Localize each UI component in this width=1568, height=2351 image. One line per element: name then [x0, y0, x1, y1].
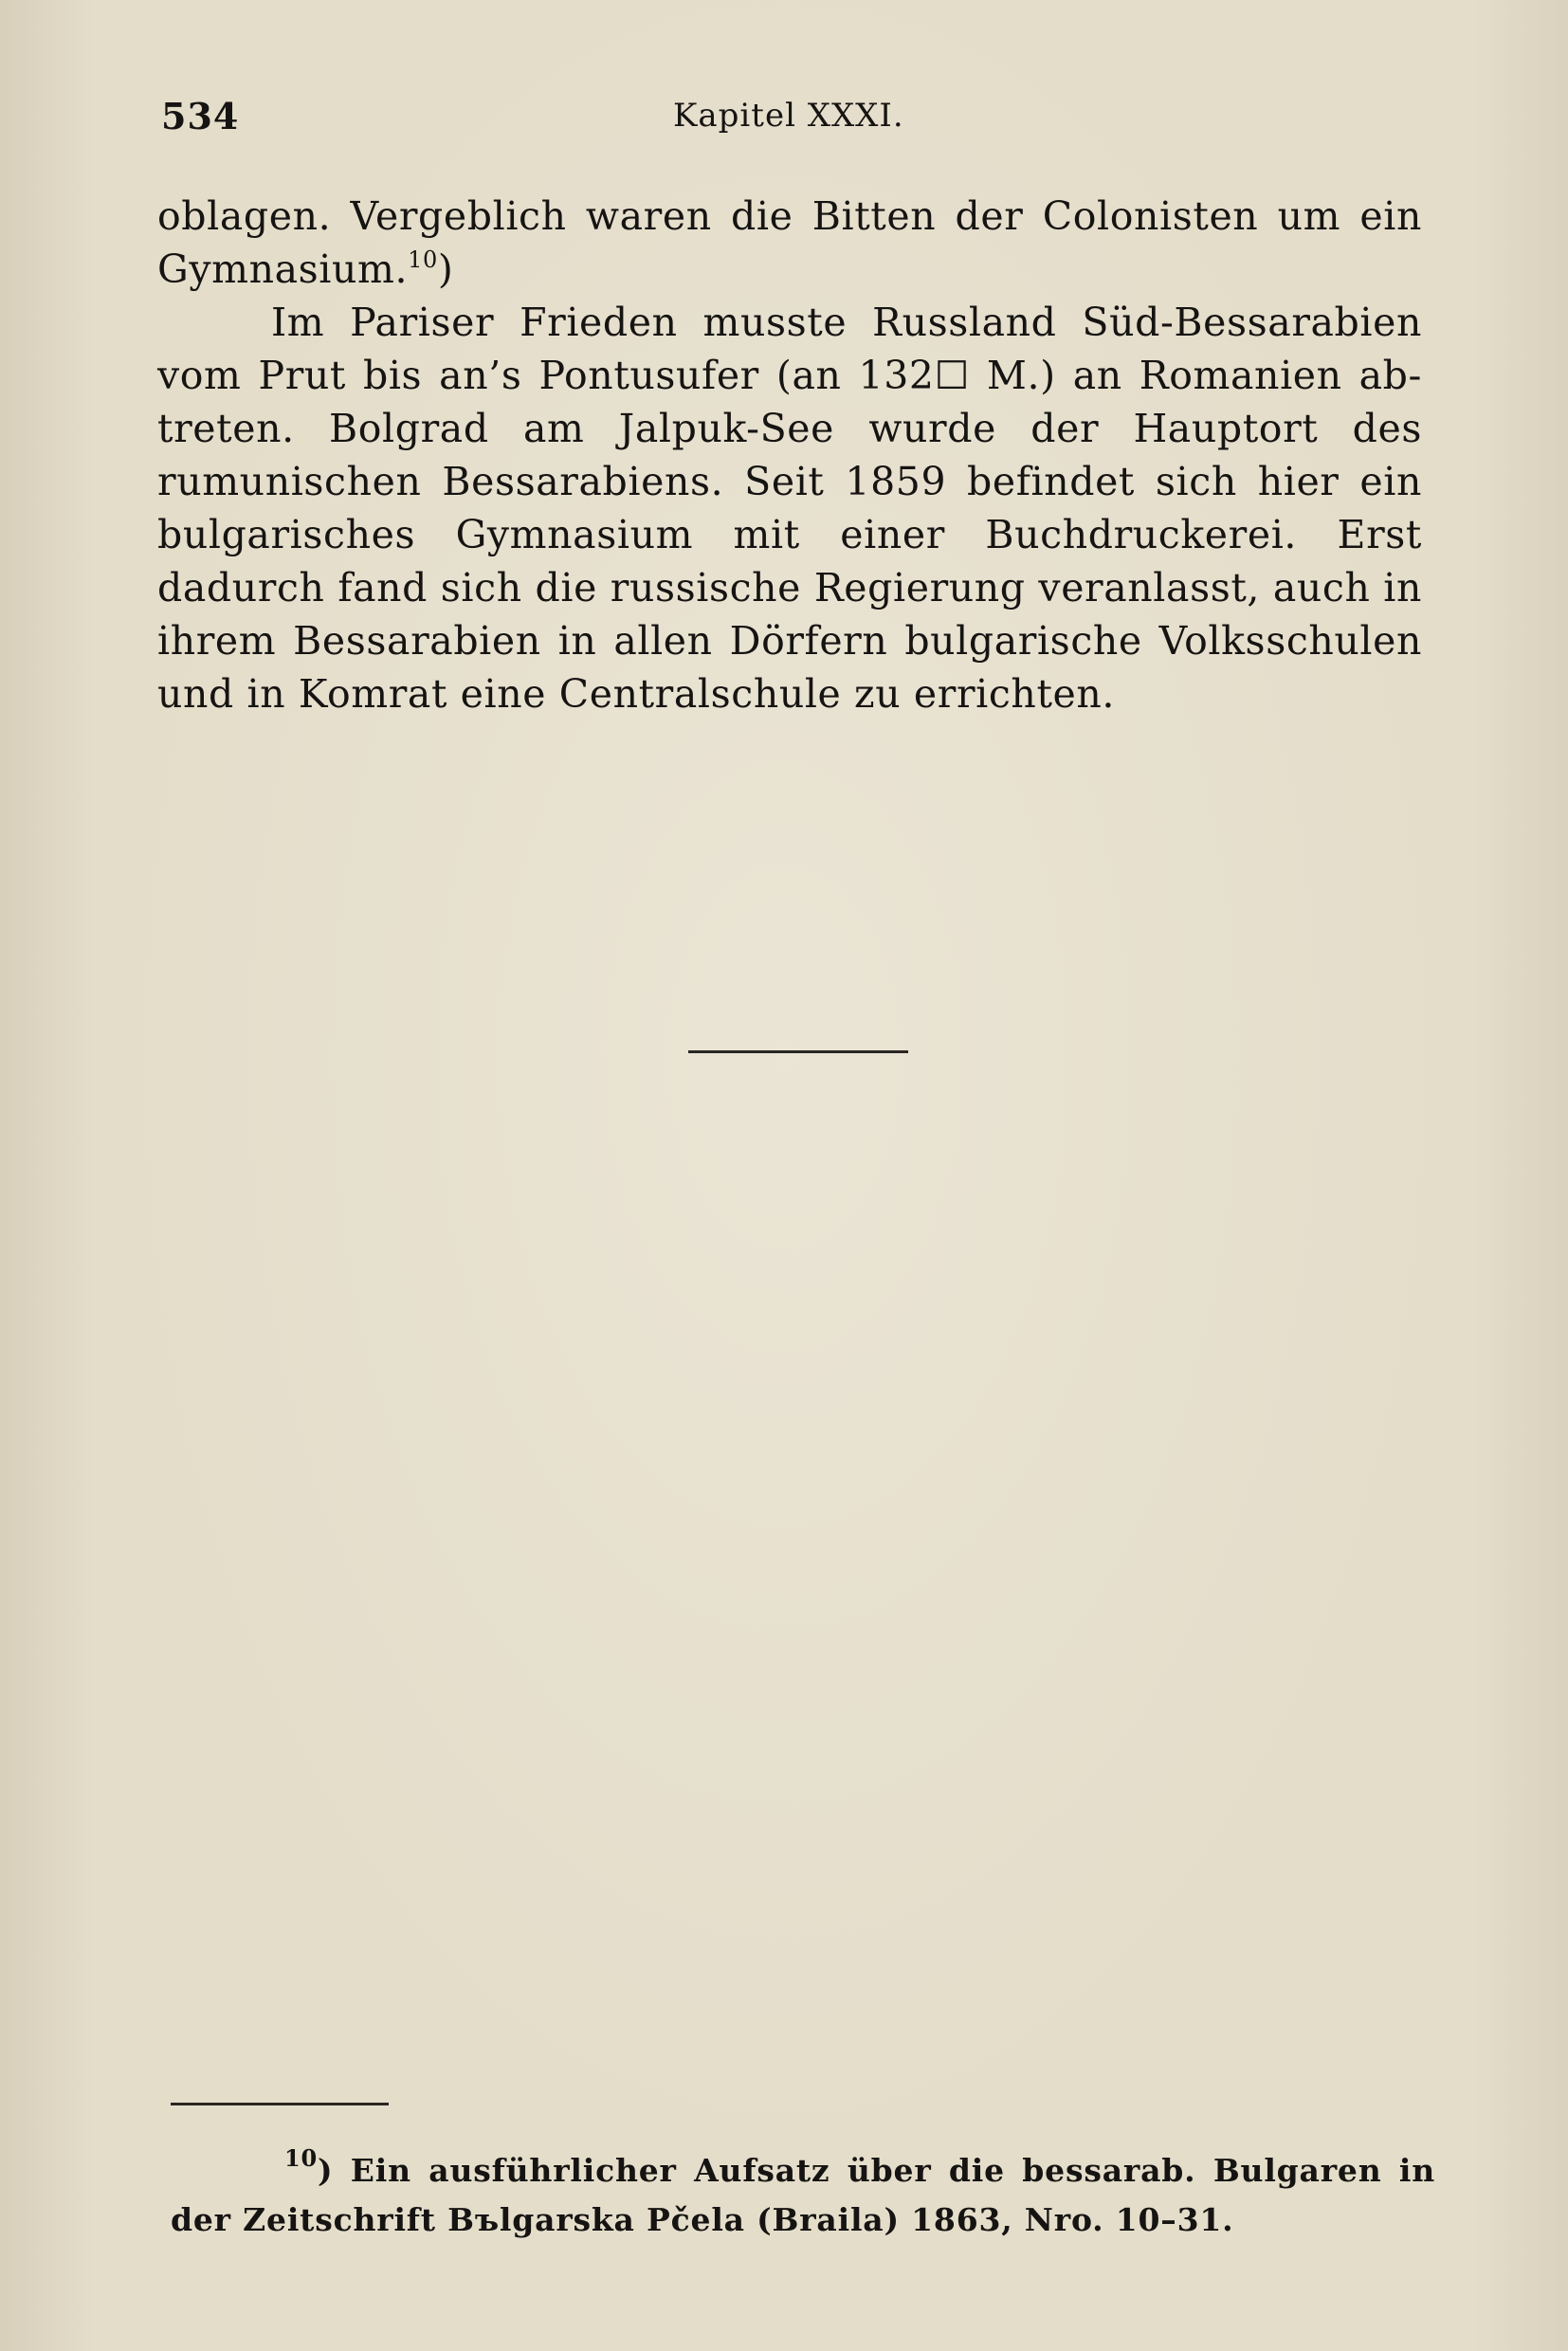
page-number: 534	[161, 95, 240, 137]
footnote-reference-paren: )	[437, 246, 454, 292]
paragraph-2: Im Pariser Frieden musste Russland Süd-Bessarabien vom Prut bis an’s Pontusufer (an 132☐ M.) an Romanien ab-treten. Bolgrad am Jalpuk-See wurde der Hauptort des rumunischen Bessarabiens. Seit 1859 befindet sich hier ein bulgarisches Gymnasium mit einer Buchdruckerei. Erst dadurch fand sich die russische Regierung veranlasst, auch in ihrem Bessarabien in allen Dörfern bulgarische Volksschulen und in Komrat eine Centralschule zu errichten.	[157, 300, 1422, 717]
main-text	[157, 190, 1422, 720]
footnote-marker: 10	[284, 2144, 318, 2172]
page-header	[161, 95, 1431, 152]
section-divider	[688, 1050, 908, 1053]
footnote-10	[171, 2146, 1435, 2245]
footnote-divider	[171, 2103, 389, 2105]
footnote-marker-paren: )	[318, 2152, 334, 2189]
footnote-text: Ein ausführlicher Aufsatz über die bessarab. Bulgaren in der Zeitschrift Bъlgarska Pčela (Braila) 1863, Nro. 10–31.	[171, 2152, 1435, 2238]
paragraph-1-text: oblagen. Vergeblich waren die Bitten der Colonisten um ein Gymnasium.	[157, 193, 1422, 292]
footnote	[171, 2146, 1435, 2245]
paragraph-1	[157, 190, 1422, 296]
running-head: Kapitel XXXI.	[673, 97, 904, 135]
footnote-reference: 10	[408, 246, 438, 273]
